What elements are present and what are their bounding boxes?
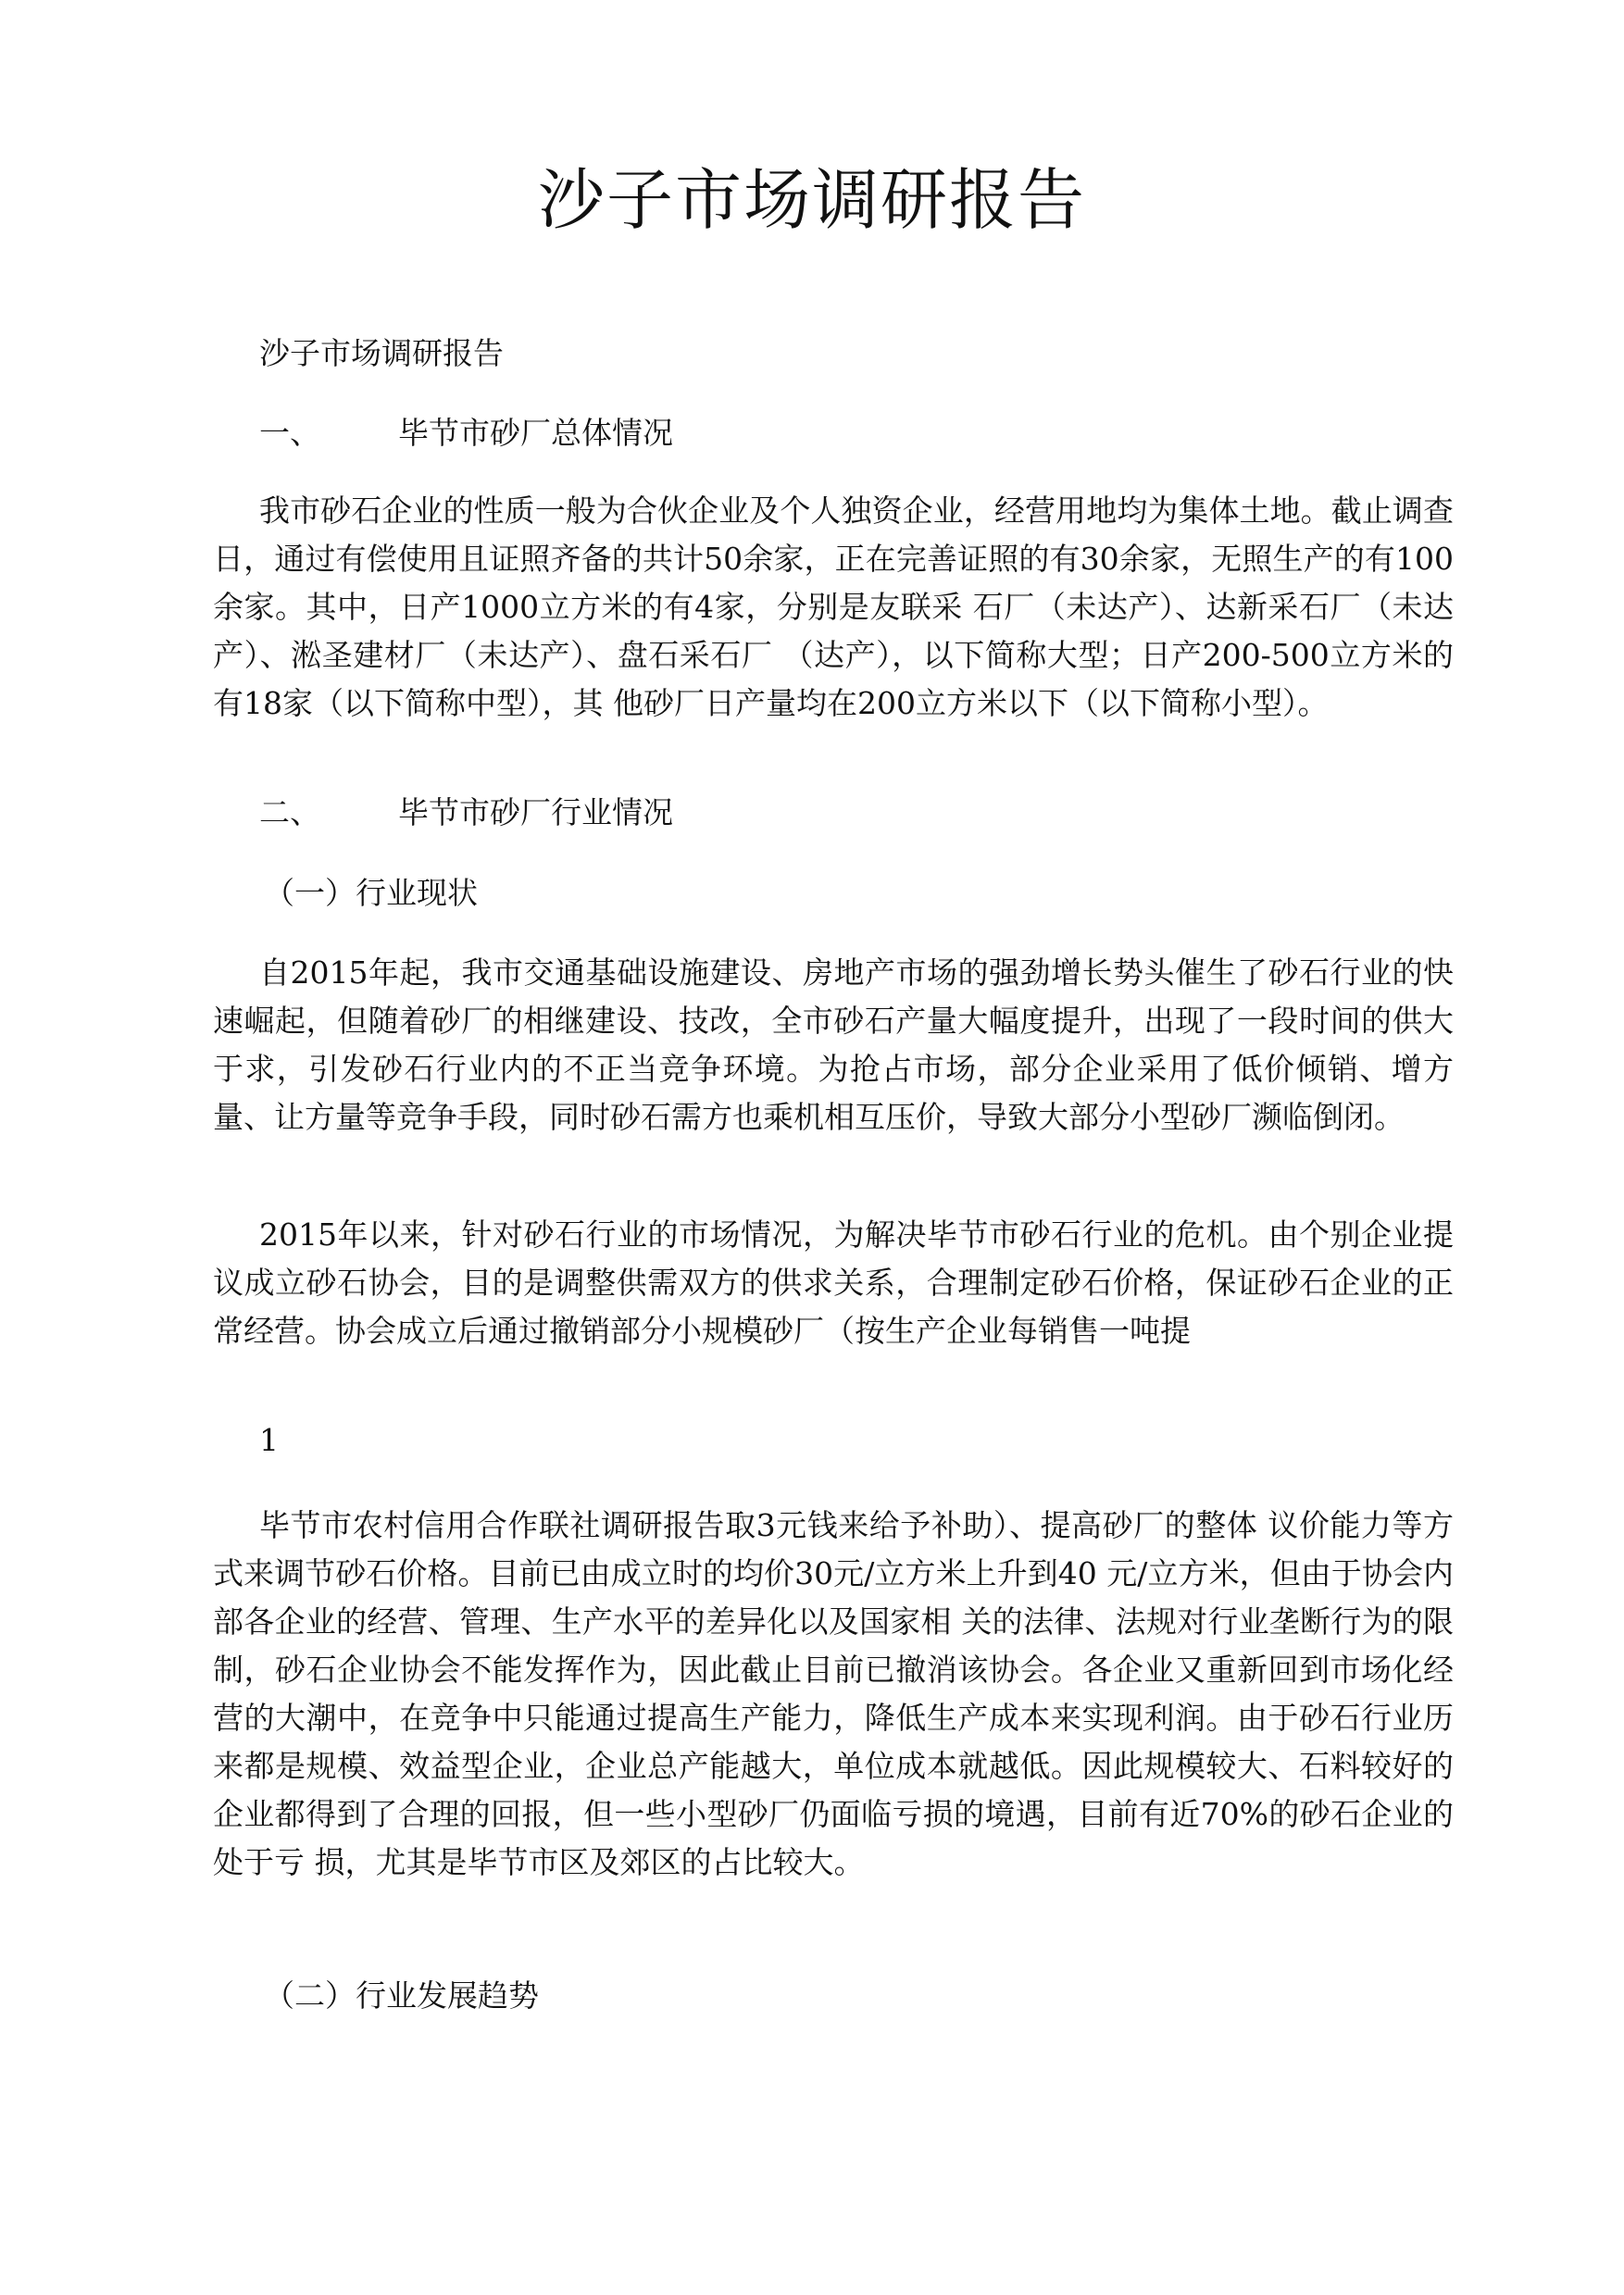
paragraph-3: 2015年以来，针对砂石行业的市场情况，为解决毕节市砂石行业的危机。由个别企业提议成立砂石协会，目的是调整供需双方的供求关系，合理制定砂石价格，保证砂石企业的正常经营。协会成立后通过撤销部分小规模砂厂（按生产企业每销售一吨提: [213, 1216, 1454, 1349]
page-number: 1: [259, 1422, 279, 1458]
paragraph-1: 我市砂石企业的性质一般为合伙企业及个人独资企业，经营用地均为集体土地。截止调查日，通过有偿使用且证照齐备的共计50余家，正在完善证照的有30余家，无照生产的有100余家。其中，日产1000立方米的有4家，分别是友联采 石厂（未达产）、达新采石厂（未达产）、淞圣建材厂（未达产）、盘石采石厂 （达产），以下简称大型；日产200-500立方米的有18家（以下简称中型），其 他砂厂日产量均在200立方米以下（以下简称小型）。: [213, 493, 1454, 721]
paragraph-2: 自2015年起，我市交通基础设施建设、房地产市场的强劲增长势头催生了砂石行业的快速崛起，但随着砂厂的相继建设、技改，全市砂石产量大幅度提升，出现了一段时间的供大于求，引发砂石行业内的不正当竞争环境。为抢占市场，部分企业采用了低价倾销、增方量、让方量等竞争手段，同时砂石需方也乘机相互压价，导致大部分小型砂厂濒临倒闭。: [213, 954, 1454, 1135]
subsection-heading-1: （一）行业现状: [264, 875, 478, 911]
section-title-1: 毕节市砂厂总体情况: [398, 415, 673, 451]
section-title-2: 毕节市砂厂行业情况: [398, 794, 673, 830]
section-number-2: 二、: [259, 794, 320, 830]
section-number-1: 一、: [259, 415, 320, 451]
paragraph-4: 毕节市农村信用合作联社调研报告取3元钱来给予补助）、提高砂厂的整体 议价能力等方式来调节砂石价格。目前已由成立时的均价30元/立方米上升到40 元/立方米，但由于协会内部各企业的经营、管理、生产水平的差异化以及国家相 关的法律、法规对行业垄断行为的限制，砂石企业协会不能发挥作为，因此截止目前已撤消该协会。各企业又重新回到市场化经营的大潮中，在竞争中只能通过提高生产能力，降低生产成本来实现利润。由于砂石行业历来都是规模、效益型企业，企业总产能越大，单位成本就越低。因此规模较大、石料较好的企业都得到了合理的回报，但一些小型砂厂仍面临亏损的境遇，目前有近70%的砂石企业的处于亏 损，尤其是毕节市区及郊区的占比较大。: [213, 1507, 1454, 1880]
page-title: 沙子市场调研报告: [537, 161, 1086, 239]
section-heading-1: [259, 415, 673, 452]
document-subtitle: 沙子市场调研报告: [259, 335, 504, 371]
subsection-heading-2: （二）行业发展趋势: [264, 1977, 539, 2014]
section-heading-2: [259, 794, 673, 831]
